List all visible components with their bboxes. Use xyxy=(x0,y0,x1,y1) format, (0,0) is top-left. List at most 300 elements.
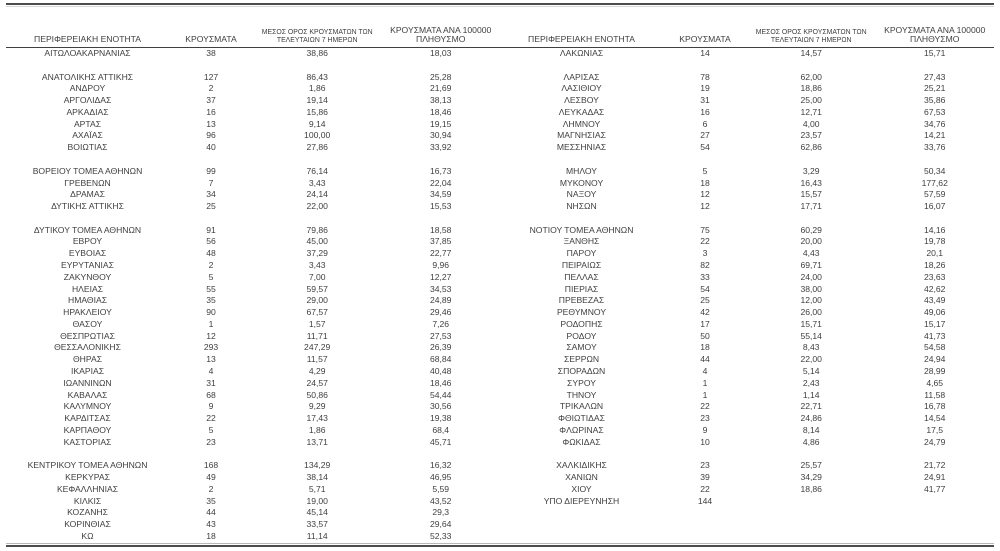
table-cell-cases: 43 xyxy=(206,519,216,530)
table-cell-per100k: 34,76 xyxy=(923,118,946,129)
table-cell-per100k xyxy=(875,496,994,508)
column-header-per100k: ΚΡΟΥΣΜΑΤΑ ΑΝΑ 100000 ΠΛΗΘΥΣΜΟ xyxy=(875,7,994,48)
table-cell-region: ΤΗΝΟΥ xyxy=(566,389,597,400)
table-cell-cases: 56 xyxy=(206,236,216,247)
table-cell-cases: 1 xyxy=(702,377,708,388)
table-cell-region: ΑΧΑΪΑΣ xyxy=(72,130,103,141)
table-cell-region: ΡΕΘΥΜΝΟΥ xyxy=(556,307,607,318)
table-row xyxy=(6,236,500,248)
table-cell-cases: 55 xyxy=(206,283,216,294)
table-cell-per100k: 17,5 xyxy=(926,424,944,435)
spacer-cell xyxy=(253,154,381,166)
table-cell-per100k: 43,49 xyxy=(923,295,946,306)
spacer-cell xyxy=(747,531,875,543)
table-row xyxy=(500,189,994,201)
table-row xyxy=(6,72,500,84)
table-row xyxy=(500,225,994,237)
table-cell-per100k: 11,58 xyxy=(924,389,946,400)
table-cell-cases: 34 xyxy=(206,189,216,200)
table-row xyxy=(500,460,994,472)
table-cell-cases: 5 xyxy=(208,424,214,435)
table-row xyxy=(6,284,500,296)
spacer-cell xyxy=(875,449,994,461)
bottom-rule-light xyxy=(6,543,994,544)
table-cell-avg7d: 22,00 xyxy=(306,201,328,212)
table-cell-per100k: 19,15 xyxy=(429,118,452,129)
table-cell-region: ΠΕΙΡΑΙΩΣ xyxy=(561,260,602,271)
table-row xyxy=(500,295,994,307)
table-cell-region: ΑΝΑΤΟΛΙΚΗΣ ΑΤΤΙΚΗΣ xyxy=(41,71,134,82)
table-cell-per100k: 29,64 xyxy=(429,519,452,530)
table-cell-avg7d: 247,29 xyxy=(304,342,331,353)
table-cell-avg7d: 19,00 xyxy=(306,495,328,506)
table-cell-avg7d: 1,86 xyxy=(308,424,326,435)
spacer-cell xyxy=(875,507,994,519)
table-cell-avg7d: 33,57 xyxy=(306,519,328,530)
table-row xyxy=(500,130,994,142)
spacer-cell xyxy=(253,213,381,225)
table-cell-per100k: 28,99 xyxy=(923,366,946,377)
table-cell-region: ΠΕΛΛΑΣ xyxy=(564,271,599,282)
table-cell-per100k: 49,06 xyxy=(923,307,946,318)
table-cell-per100k: 4,65 xyxy=(926,377,944,388)
table-cell-per100k: 16,07 xyxy=(923,201,946,212)
table-row xyxy=(6,531,500,543)
table-cell-per100k: 23,63 xyxy=(923,271,946,282)
table-cell-cases: 2 xyxy=(208,260,214,271)
spacer-cell xyxy=(875,519,994,531)
table-row xyxy=(500,342,994,354)
table-row xyxy=(6,390,500,402)
table-cell-avg7d: 16,43 xyxy=(800,177,822,188)
table-cell-per100k: 67,53 xyxy=(923,106,946,117)
spacer-row xyxy=(6,449,500,461)
spacer-cell xyxy=(381,449,500,461)
table-cell-cases: 90 xyxy=(206,307,216,318)
table-cell-cases: 33 xyxy=(700,271,710,282)
table-cell-region: ΚΑΒΑΛΑΣ xyxy=(67,389,108,400)
table-row xyxy=(6,496,500,508)
table-cell-per100k: 15,71 xyxy=(923,48,946,58)
table-cell-cases: 82 xyxy=(700,260,710,271)
table-cell-per100k: 52,33 xyxy=(429,530,452,541)
table-cell-region: ΗΛΕΙΑΣ xyxy=(71,283,104,294)
table-cell-per100k: 34,53 xyxy=(429,283,452,294)
table-cell-per100k: 22,77 xyxy=(429,248,452,259)
table-cell-cases: 18 xyxy=(700,342,710,353)
table-cell-cases: 44 xyxy=(206,507,216,518)
spacer-cell xyxy=(663,213,747,225)
table-cell-per100k: 20,1 xyxy=(926,248,944,259)
table-cell-cases: 54 xyxy=(700,283,710,294)
table-row xyxy=(6,484,500,496)
table-cell-avg7d: 38,00 xyxy=(800,283,822,294)
table-row xyxy=(500,72,994,84)
table-cell-per100k: 21,72 xyxy=(923,460,946,471)
spacer-cell xyxy=(875,154,994,166)
table-cell-region: ΠΙΕΡΙΑΣ xyxy=(564,283,599,294)
table-row xyxy=(6,119,500,131)
table-cell-cases: 13 xyxy=(206,118,216,129)
table-body-left xyxy=(6,48,500,543)
table-cell-per100k: 45,71 xyxy=(429,436,452,447)
table-row xyxy=(6,507,500,519)
spacer-cell xyxy=(253,449,381,461)
table-cell-region: ΚΕΡΚΥΡΑΣ xyxy=(65,472,110,483)
spacer-cell xyxy=(875,531,994,543)
table-row xyxy=(500,484,994,496)
table-cell-avg7d: 19,14 xyxy=(306,95,328,106)
table-cell-avg7d: 29,00 xyxy=(306,295,328,306)
column-header-region: ΠΕΡΙΦΕΡΕΙΑΚΗ ΕΝΟΤΗΤΑ xyxy=(6,7,169,48)
table-cell-per100k: 68,4 xyxy=(432,424,450,435)
table-cell-per100k: 33,92 xyxy=(429,142,452,153)
table-cell-avg7d: 26,00 xyxy=(800,307,822,318)
table-header-left xyxy=(6,7,500,48)
table-row xyxy=(6,83,500,95)
table-row xyxy=(6,48,500,60)
table-cell-region: ΦΘΙΩΤΙΔΑΣ xyxy=(558,413,605,424)
table-cell-avg7d: 100,00 xyxy=(304,130,331,141)
table-cell-region: ΣΥΡΟΥ xyxy=(567,377,596,388)
table-row xyxy=(6,95,500,107)
table-cell-avg7d: 22,00 xyxy=(800,354,822,365)
table-cell-per100k: 37,85 xyxy=(429,236,452,247)
table-cell-avg7d: 7,00 xyxy=(308,271,326,282)
table-cell-cases: 2 xyxy=(208,483,214,494)
table-cell-avg7d: 11,57 xyxy=(306,354,328,365)
table-cell-avg7d: 4,29 xyxy=(308,366,326,377)
spacer-cell xyxy=(500,449,663,461)
regional-cases-table-right xyxy=(500,7,994,543)
table-cell-avg7d: 55,14 xyxy=(800,330,822,341)
table-cell-avg7d: 8,14 xyxy=(802,424,820,435)
table-row xyxy=(6,307,500,319)
table-cell-region: ΙΩΑΝΝΙΝΩΝ xyxy=(63,377,112,388)
spacer-cell xyxy=(747,507,875,519)
table-row xyxy=(6,331,500,343)
table-cell-avg7d: 22,71 xyxy=(800,401,822,412)
table-cell-avg7d: 45,14 xyxy=(306,507,328,518)
table-row xyxy=(500,390,994,402)
table-cell-per100k: 7,26 xyxy=(432,318,450,329)
spacer-cell xyxy=(500,531,663,543)
table-cell-region: ΘΕΣΣΑΛΟΝΙΚΗΣ xyxy=(54,342,121,353)
table-row xyxy=(500,142,994,154)
spacer-row xyxy=(500,519,994,531)
spacer-cell xyxy=(6,154,169,166)
table-cell-avg7d: 69,71 xyxy=(800,260,822,271)
table-cell-region: ΑΙΤΩΛΟΑΚΑΡΝΑΝΙΑΣ xyxy=(44,48,131,58)
table-cell-per100k: 68,84 xyxy=(429,354,452,365)
table-cell-cases: 22 xyxy=(206,413,216,424)
table-row xyxy=(6,260,500,272)
table-cell-per100k: 27,43 xyxy=(923,71,946,82)
table-cell-region: ΕΥΒΟΙΑΣ xyxy=(68,248,107,259)
table-cell-avg7d: 24,86 xyxy=(800,413,822,424)
table-cell-avg7d: 15,57 xyxy=(800,189,822,200)
table-cell-region: ΚΑΡΠΑΘΟΥ xyxy=(63,424,112,435)
header-row xyxy=(500,7,994,48)
table-cell-region: ΕΒΡΟΥ xyxy=(72,236,103,247)
table-row xyxy=(500,95,994,107)
table-cell-per100k: 177,62 xyxy=(921,177,948,188)
table-cell-region: ΔΡΑΜΑΣ xyxy=(70,189,105,200)
table-cell-per100k: 42,62 xyxy=(923,283,946,294)
table-cell-cases: 54 xyxy=(700,142,710,153)
table-cell-per100k: 46,95 xyxy=(429,472,452,483)
table-row xyxy=(6,142,500,154)
table-cell-avg7d: 34,29 xyxy=(800,472,822,483)
table-cell-region: ΧΙΟΥ xyxy=(571,483,592,494)
table-cell-avg7d: 27,86 xyxy=(306,142,328,153)
table-cell-cases: 78 xyxy=(700,71,710,82)
table-cell-avg7d: 62,86 xyxy=(800,142,822,153)
table-cell-per100k: 29,46 xyxy=(429,307,452,318)
table-cell-cases: 35 xyxy=(206,495,216,506)
table-cell-avg7d: 134,29 xyxy=(304,460,331,471)
table-cell-cases: 49 xyxy=(206,472,216,483)
table-row xyxy=(500,378,994,390)
table-cell-per100k: 30,56 xyxy=(429,401,452,412)
table-cell-cases: 68 xyxy=(206,389,216,400)
table-cell-avg7d: 14,57 xyxy=(800,48,822,58)
table-cell-avg7d: 15,86 xyxy=(306,106,328,117)
table-cell-avg7d: 15,71 xyxy=(800,318,822,329)
table-cell-region: ΔΥΤΙΚΗΣ ΑΤΤΙΚΗΣ xyxy=(51,201,124,212)
table-row xyxy=(6,107,500,119)
table-cell-avg7d: 11,71 xyxy=(306,330,328,341)
table-row xyxy=(6,519,500,531)
table-cell-cases: 168 xyxy=(203,460,219,471)
table-row xyxy=(6,319,500,331)
table-cell-avg7d: 24,00 xyxy=(800,271,822,282)
table-cell-per100k: 15,17 xyxy=(923,318,946,329)
table-cell-avg7d: 25,00 xyxy=(800,95,822,106)
table-cell-per100k: 25,21 xyxy=(923,83,946,94)
table-cell-region: ΛΑΣΙΘΙΟΥ xyxy=(561,83,602,94)
table-row xyxy=(6,413,500,425)
table-cell-region: ΣΑΜΟΥ xyxy=(566,342,597,353)
table-cell-region: ΝΟΤΙΟΥ ΤΟΜΕΑ ΑΘΗΝΩΝ xyxy=(529,224,634,235)
table-cell-region: ΚΙΛΚΙΣ xyxy=(73,495,102,506)
table-cell-region: ΑΡΚΑΔΙΑΣ xyxy=(66,106,109,117)
table-cell-avg7d: 18,86 xyxy=(800,483,822,494)
table-cell-cases: 48 xyxy=(206,248,216,259)
table-cell-avg7d: 1,14 xyxy=(802,389,820,400)
table-cell-per100k: 18,46 xyxy=(429,106,452,117)
header-row xyxy=(6,7,500,48)
spacer-row xyxy=(500,531,994,543)
table-row xyxy=(500,248,994,260)
table-row xyxy=(500,260,994,272)
table-cell-avg7d: 11,14 xyxy=(306,530,328,541)
table-cell-per100k: 54,44 xyxy=(429,389,452,400)
table-cell-cases: 25 xyxy=(700,295,710,306)
table-row xyxy=(500,319,994,331)
table-cell-per100k: 16,73 xyxy=(429,165,452,176)
table-cell-cases: 12 xyxy=(700,201,710,212)
table-row xyxy=(6,189,500,201)
table-cell-region: ΗΡΑΚΛΕΙΟΥ xyxy=(63,307,112,318)
table-row xyxy=(500,166,994,178)
table-cell-avg7d: 38,86 xyxy=(306,48,328,58)
table-row xyxy=(500,178,994,190)
table-cell-per100k: 50,34 xyxy=(923,165,946,176)
column-header-cases: ΚΡΟΥΣΜΑΤΑ xyxy=(169,7,253,48)
table-cell-avg7d: 45,00 xyxy=(306,236,328,247)
table-cell-per100k: 57,59 xyxy=(923,189,946,200)
table-cell-avg7d: 17,43 xyxy=(306,413,328,424)
table-cell-cases: 18 xyxy=(206,530,216,541)
table-cell-region: ΦΛΩΡΙΝΑΣ xyxy=(559,424,604,435)
table-row xyxy=(6,401,500,413)
table-cell-per100k: 22,04 xyxy=(429,177,452,188)
table-cell-per100k: 15,53 xyxy=(429,201,452,212)
table-cell-region: ΧΑΛΚΙΔΙΚΗΣ xyxy=(556,460,607,471)
table-cell-region: ΖΑΚΥΝΘΟΥ xyxy=(63,271,112,282)
table-cell-region: ΚΕΦΑΛΛΗΝΙΑΣ xyxy=(56,483,119,494)
table-cell-cases: 6 xyxy=(702,118,708,129)
table-row xyxy=(500,331,994,343)
table-cell-cases: 23 xyxy=(206,436,216,447)
spacer-cell xyxy=(169,154,253,166)
table-cell-region: ΞΑΝΘΗΣ xyxy=(563,236,600,247)
table-cell-region: ΜΑΓΝΗΣΙΑΣ xyxy=(557,130,606,141)
table-cell-per100k: 12,27 xyxy=(429,271,452,282)
bottom-rule xyxy=(6,545,994,547)
table-row xyxy=(6,225,500,237)
spacer-cell xyxy=(747,60,875,72)
table-cell-cases: 127 xyxy=(203,71,219,82)
spacer-cell xyxy=(500,154,663,166)
table-cell-region: ΚΑΣΤΟΡΙΑΣ xyxy=(63,436,112,447)
table-cell-per100k: 43,52 xyxy=(429,495,452,506)
table-cell-region: ΓΡΕΒΕΝΩΝ xyxy=(64,177,111,188)
column-header-avg7d: ΜΕΣΟΣ ΟΡΟΣ ΚΡΟΥΣΜΑΤΩΝ ΤΩΝ ΤΕΛΕΥΤΑΙΩΝ 7 ΗΜΕΡΩΝ xyxy=(253,7,381,48)
table-cell-avg7d: 5,14 xyxy=(802,366,820,377)
table-cell-cases: 37 xyxy=(206,95,216,106)
column-header-avg7d: ΜΕΣΟΣ ΟΡΟΣ ΚΡΟΥΣΜΑΤΩΝ ΤΩΝ ΤΕΛΕΥΤΑΙΩΝ 7 ΗΜΕΡΩΝ xyxy=(747,7,875,48)
spacer-cell xyxy=(169,213,253,225)
table-cell-region: ΘΕΣΠΡΩΤΙΑΣ xyxy=(60,330,115,341)
table-cell-per100k: 25,28 xyxy=(429,71,452,82)
spacer-row xyxy=(500,507,994,519)
table-cell-per100k: 16,78 xyxy=(923,401,946,412)
table-cell-avg7d: 9,29 xyxy=(308,401,326,412)
spacer-row xyxy=(500,213,994,225)
table-cell-avg7d: 8,43 xyxy=(802,342,820,353)
table-cell-cases: 293 xyxy=(203,342,219,353)
table-row xyxy=(500,413,994,425)
table-cell-cases: 38 xyxy=(206,48,216,58)
table-row xyxy=(500,236,994,248)
table-row xyxy=(500,437,994,449)
table-cell-region: ΡΟΔΟΥ xyxy=(566,330,597,341)
table-cell-region: ΘΑΣΟΥ xyxy=(72,318,103,329)
table-cell-avg7d: 24,14 xyxy=(306,189,328,200)
spacer-cell xyxy=(169,60,253,72)
spacer-cell xyxy=(500,507,663,519)
table-cell-cases: 9 xyxy=(208,401,214,412)
table-cell-per100k: 30,94 xyxy=(429,130,452,141)
table-cell-cases: 50 xyxy=(700,330,710,341)
table-cell-per100k: 18,03 xyxy=(429,48,452,58)
spacer-cell xyxy=(663,449,747,461)
table-row xyxy=(6,472,500,484)
table-cell-per100k: 16,32 xyxy=(429,460,452,471)
table-cell-avg7d: 12,00 xyxy=(800,295,822,306)
table-cell-per100k: 38,13 xyxy=(429,95,452,106)
table-cell-avg7d: 3,43 xyxy=(308,260,326,271)
table-cell-avg7d: 9,14 xyxy=(308,118,326,129)
table-cell-region: ΠΑΡΟΥ xyxy=(566,248,597,259)
table-cell-region: ΑΡΤΑΣ xyxy=(73,118,102,129)
table-cell-avg7d: 79,86 xyxy=(306,224,328,235)
table-cell-cases: 12 xyxy=(206,330,216,341)
table-row xyxy=(6,460,500,472)
table-cell-region: ΑΡΓΟΛΙΔΑΣ xyxy=(63,95,112,106)
table-cell-per100k: 24,91 xyxy=(923,472,946,483)
regional-cases-table-left xyxy=(6,7,500,543)
table-cell-per100k: 24,94 xyxy=(923,354,946,365)
table-cell-avg7d: 18,86 xyxy=(800,83,822,94)
table-cell-cases: 1 xyxy=(208,318,214,329)
table-cell-cases: 3 xyxy=(702,248,708,259)
spacer-cell xyxy=(381,213,500,225)
table-cell-cases: 144 xyxy=(697,495,713,506)
table-cell-cases: 10 xyxy=(700,436,710,447)
column-header-cases: ΚΡΟΥΣΜΑΤΑ xyxy=(663,7,747,48)
table-row xyxy=(500,201,994,213)
table-cell-avg7d: 3,43 xyxy=(308,177,326,188)
table-cell-per100k: 24,89 xyxy=(429,295,452,306)
table-cell-per100k: 40,48 xyxy=(429,366,452,377)
table-cell-per100k: 26,39 xyxy=(429,342,452,353)
table-cell-region: ΛΕΥΚΑΔΑΣ xyxy=(558,106,605,117)
table-cell-per100k: 27,53 xyxy=(429,330,452,341)
table-cell-avg7d: 50,86 xyxy=(306,389,328,400)
table-cell-region: ΑΝΔΡΟΥ xyxy=(69,83,106,94)
table-cell-per100k: 19,38 xyxy=(429,413,452,424)
table-cell-region: ΝΑΞΟΥ xyxy=(566,189,597,200)
table-row xyxy=(6,130,500,142)
table-cell-avg7d: 17,71 xyxy=(800,201,822,212)
table-cell-cases: 22 xyxy=(700,401,710,412)
table-cell-region: ΜΗΛΟΥ xyxy=(565,165,598,176)
table-cell-cases: 44 xyxy=(700,354,710,365)
table-row xyxy=(6,295,500,307)
table-cell-cases: 22 xyxy=(700,483,710,494)
table-cell-avg7d: 12,71 xyxy=(800,106,822,117)
table-cell-region: ΜΕΣΣΗΝΙΑΣ xyxy=(556,142,607,153)
table-row xyxy=(500,472,994,484)
table-cell-per100k: 19,78 xyxy=(923,236,946,247)
table-cell-cases: 39 xyxy=(700,472,710,483)
table-cell-avg7d: 24,57 xyxy=(306,377,328,388)
table-cell-avg7d: 86,43 xyxy=(306,71,328,82)
table-cell-region: ΦΩΚΙΔΑΣ xyxy=(562,436,601,447)
table-cell-per100k: 14,21 xyxy=(923,130,946,141)
table-cell-avg7d: 1,86 xyxy=(308,83,326,94)
table-row xyxy=(6,248,500,260)
table-cell-avg7d: 76,14 xyxy=(306,165,328,176)
table-cell-per100k: 18,26 xyxy=(923,260,946,271)
table-cell-cases: 16 xyxy=(700,106,710,117)
spacer-cell xyxy=(169,449,253,461)
table-row xyxy=(500,83,994,95)
table-cell-avg7d: 5,71 xyxy=(308,483,326,494)
